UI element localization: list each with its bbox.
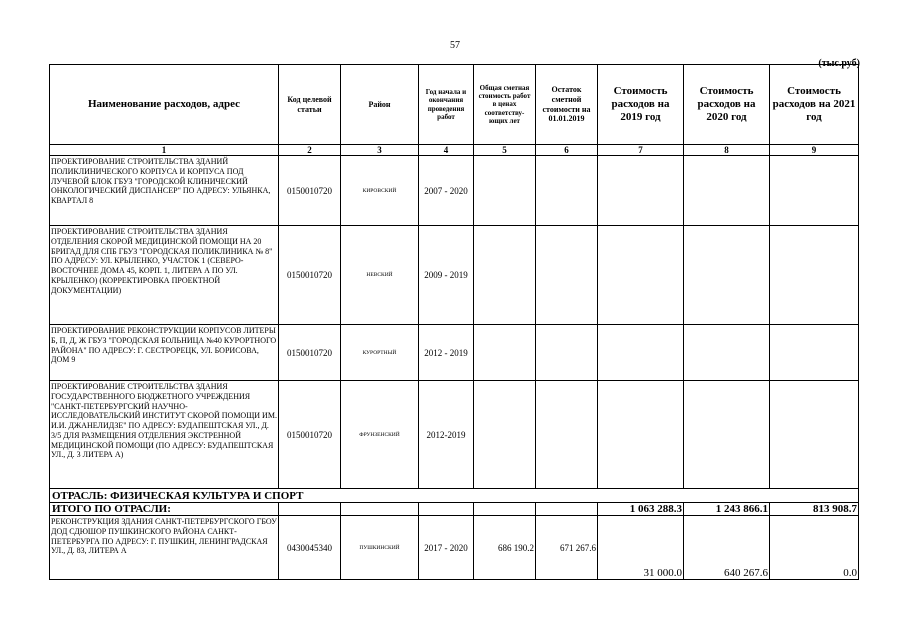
table-row bbox=[50, 381, 859, 489]
section-title: ОТРАСЛЬ: ФИЗИЧЕСКАЯ КУЛЬТУРА И СПОРТ bbox=[50, 489, 859, 503]
expense-name: ПРОЕКТИРОВАНИЕ СТРОИТЕЛЬСТВА ЗДАНИЯ ОТДЕЛЕНИЯ СКОРОЙ МЕДИЦИНСКОЙ ПОМОЩИ НА 20 БРИГАД ДЛЯ СПБ ГБУЗ "ГОРОДСКАЯ ПОЛИКЛИНИКА № 8" ПО АДРЕСУ: УЛ. КРЫЛЕНКО, УЧАСТОК 1 (СЕВЕРО-ВОСТОЧНЕЕ ДОМА 45, КОРП. 1, ЛИТЕРА А ПО УЛ. КРЫЛЕНКО) (КОРРЕКТИРОВКА ПРОЕКТНОЙ ДОКУМЕНТАЦИИ) bbox=[50, 226, 279, 325]
remainder bbox=[536, 156, 598, 226]
empty-cell bbox=[279, 503, 341, 516]
target-code: 0150010720 bbox=[279, 226, 341, 325]
cost-2021 bbox=[770, 381, 859, 489]
header-remainder: Остаток сметной стоимости на 01.01.2019 bbox=[536, 65, 598, 145]
empty-cell bbox=[419, 503, 474, 516]
district: НЕВСКИЙ bbox=[341, 226, 419, 325]
expense-name: ПРОЕКТИРОВАНИЕ РЕКОНСТРУКЦИИ КОРПУСОВ ЛИТЕРЫ Б, П, Д, Ж ГБУЗ "ГОРОДСКАЯ БОЛЬНИЦА №40 КУРОРТНОГО РАЙОНА" ПО АДРЕСУ: Г. СЕСТРОРЕЦК, УЛ. БОРИСОВА, ДОМ 9 bbox=[50, 325, 279, 381]
unit-label: (тыс.руб) bbox=[818, 58, 860, 69]
work-years: 2017 - 2020 bbox=[419, 516, 474, 580]
section-total-2020: 1 243 866.1 bbox=[684, 503, 770, 516]
cost-2021 bbox=[770, 325, 859, 381]
expenses-table bbox=[49, 64, 859, 580]
total-cost: 686 190.2 bbox=[474, 516, 536, 580]
section-total-label: ИТОГО ПО ОТРАСЛИ: bbox=[50, 503, 279, 516]
remainder bbox=[536, 325, 598, 381]
remainder: 671 267.6 bbox=[536, 516, 598, 580]
empty-cell bbox=[341, 503, 419, 516]
column-number: 4 bbox=[419, 145, 474, 156]
target-code: 0430045340 bbox=[279, 516, 341, 580]
total-cost bbox=[474, 156, 536, 226]
cost-2021 bbox=[770, 156, 859, 226]
table-row bbox=[50, 226, 859, 325]
empty-cell bbox=[474, 503, 536, 516]
cost-2019 bbox=[598, 381, 684, 489]
header-cost-2021: Стоимость расходов на 2021 год bbox=[770, 65, 859, 145]
target-code: 0150010720 bbox=[279, 325, 341, 381]
work-years: 2007 - 2020 bbox=[419, 156, 474, 226]
total-cost bbox=[474, 325, 536, 381]
section-total-2021: 813 908.7 bbox=[770, 503, 859, 516]
column-number: 7 bbox=[598, 145, 684, 156]
section-total-2019: 1 063 288.3 bbox=[598, 503, 684, 516]
work-years: 2012 - 2019 bbox=[419, 325, 474, 381]
empty-cell bbox=[536, 503, 598, 516]
section-title-row bbox=[50, 489, 859, 503]
column-number: 2 bbox=[279, 145, 341, 156]
header-cost-2020: Стоимость расходов на 2020 год bbox=[684, 65, 770, 145]
remainder bbox=[536, 226, 598, 325]
cost-2019: 31 000.0 bbox=[598, 516, 684, 580]
district: КУРОРТНЫЙ bbox=[341, 325, 419, 381]
remainder bbox=[536, 381, 598, 489]
header-cost-2019: Стоимость расходов на 2019 год bbox=[598, 65, 684, 145]
table-row bbox=[50, 516, 859, 580]
column-number: 1 bbox=[50, 145, 279, 156]
district: ФРУНЗЕНСКИЙ bbox=[341, 381, 419, 489]
cost-2020: 640 267.6 bbox=[684, 516, 770, 580]
expense-name: РЕКОНСТРУКЦИЯ ЗДАНИЯ САНКТ-ПЕТЕРБУРГСКОГО ГБОУ ДОД СДЮШОР ПУШКИНСКОГО РАЙОНА САНКТ-ПЕТЕРБУРГА ПО АДРЕСУ: Г. ПУШКИН, ЛЕНИНГРАДСКАЯ УЛ., Д. 83, ЛИТЕРА А bbox=[50, 516, 279, 580]
total-cost bbox=[474, 381, 536, 489]
expense-name: ПРОЕКТИРОВАНИЕ СТРОИТЕЛЬСТВА ЗДАНИЯ ГОСУДАРСТВЕННОГО БЮДЖЕТНОГО УЧРЕЖДЕНИЯ "САНКТ-ПЕТЕРБУРГСКИЙ НАУЧНО-ИССЛЕДОВАТЕЛЬСКИЙ ИНСТИТУТ СКОРОЙ ПОМОЩИ ИМ. И.И. ДЖАНЕЛИДЗЕ" ПО АДРЕСУ: БУДАПЕШТСКАЯ УЛ., Д. 3/5 ДЛЯ РАЗМЕЩЕНИЯ ОТДЕЛЕНИЯ ЭКСТРЕННОЙ МЕДИЦИНСКОЙ ПОМОЩИ (ПО АДРЕСУ: БУДАПЕШТСКАЯ УЛ., Д. 3 ЛИТЕРА А) bbox=[50, 381, 279, 489]
column-number-row bbox=[50, 145, 859, 156]
header-district: Район bbox=[341, 65, 419, 145]
table-row bbox=[50, 156, 859, 226]
cost-2021: 0.0 bbox=[770, 516, 859, 580]
work-years: 2012-2019 bbox=[419, 381, 474, 489]
target-code: 0150010720 bbox=[279, 381, 341, 489]
cost-2021 bbox=[770, 226, 859, 325]
district: КИРОВСКИЙ bbox=[341, 156, 419, 226]
cost-2020 bbox=[684, 156, 770, 226]
cost-2020 bbox=[684, 325, 770, 381]
column-number: 5 bbox=[474, 145, 536, 156]
district: ПУШКИНСКИЙ bbox=[341, 516, 419, 580]
expense-name: ПРОЕКТИРОВАНИЕ СТРОИТЕЛЬСТВА ЗДАНИЙ ПОЛИКЛИНИЧЕСКОГО КОРПУСА И КОРПУСА ПОД ЛУЧЕВОЙ БЛОК ГБУЗ "ГОРОДСКОЙ КЛИНИЧЕСКИЙ ОНКОЛОГИЧЕСКИЙ ДИСПАНСЕР" ПО АДРЕСУ: УЛЬЯНКА, КВАРТАЛ 8 bbox=[50, 156, 279, 226]
column-number: 9 bbox=[770, 145, 859, 156]
cost-2019 bbox=[598, 156, 684, 226]
cost-2020 bbox=[684, 226, 770, 325]
section-total-row bbox=[50, 503, 859, 516]
work-years: 2009 - 2019 bbox=[419, 226, 474, 325]
table-row bbox=[50, 325, 859, 381]
target-code: 0150010720 bbox=[279, 156, 341, 226]
header-name: Наименование расходов, адрес bbox=[50, 65, 279, 145]
total-cost bbox=[474, 226, 536, 325]
cost-2019 bbox=[598, 325, 684, 381]
header-code: Код целевой статьи bbox=[279, 65, 341, 145]
header-total-cost: Общая сметная стоимость работ в ценах соответству-ющих лет bbox=[474, 65, 536, 145]
cost-2019 bbox=[598, 226, 684, 325]
column-number: 8 bbox=[684, 145, 770, 156]
page-number: 57 bbox=[450, 40, 460, 51]
column-number: 6 bbox=[536, 145, 598, 156]
header-years: Год начала и окончания проведения работ bbox=[419, 65, 474, 145]
cost-2020 bbox=[684, 381, 770, 489]
column-number: 3 bbox=[341, 145, 419, 156]
